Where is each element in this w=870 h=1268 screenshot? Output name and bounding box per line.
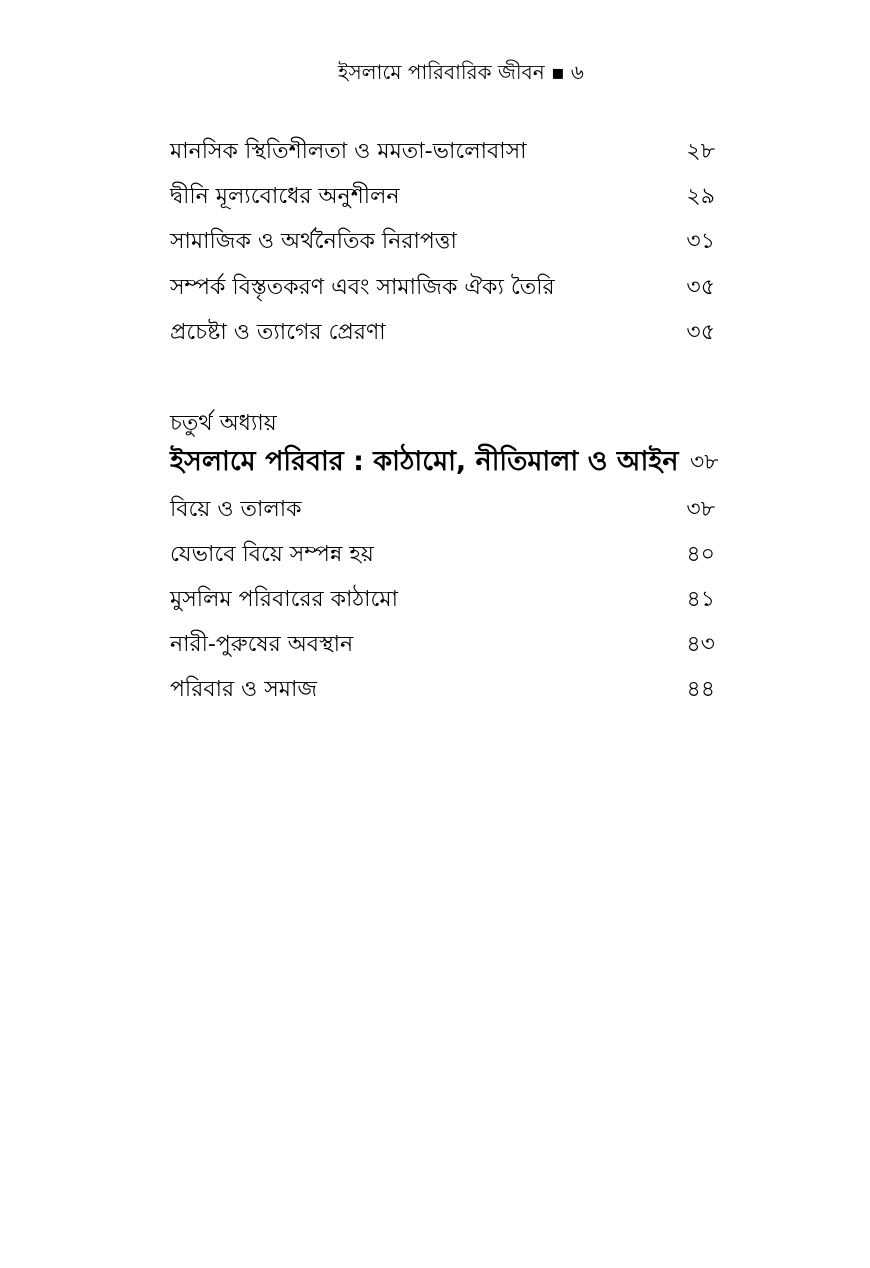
toc-entry-page: ৩৫ xyxy=(686,319,715,345)
toc-entry xyxy=(170,179,715,215)
toc-entry-title: মানসিক স্থিতিশীলতা ও মমতা-ভালোবাসা xyxy=(170,138,527,164)
toc-entry-title: যেভাবে বিয়ে সম্পন্ন হয় xyxy=(170,541,374,567)
toc-entry xyxy=(170,537,715,573)
toc-entry-page: ৩৮ xyxy=(686,496,715,522)
toc-entry-title: প্রচেষ্টা ও ত্যাগের প্রেরণা xyxy=(170,319,386,345)
toc-entry xyxy=(170,270,715,306)
toc-entry xyxy=(170,672,715,708)
toc-entry-page: ২৮ xyxy=(686,138,715,164)
toc-entry-page: ৩৫ xyxy=(686,274,715,300)
toc-entry-title: সামাজিক ও অর্থনৈতিক নিরাপত্তা xyxy=(170,228,457,254)
toc-entry-page: ৪৩ xyxy=(686,631,715,657)
toc-entry xyxy=(170,492,715,528)
toc-entry-page: ৪১ xyxy=(686,586,715,612)
toc-entry-page: ৩১ xyxy=(686,228,715,254)
toc-entry-title: নারী-পুরুষের অবস্থান xyxy=(170,631,354,657)
chapter-heading-page: ৩৮ xyxy=(689,449,719,475)
chapter-label: চতুর্থ অধ্যায় xyxy=(170,411,277,436)
toc-entry-page: ৪৪ xyxy=(686,676,715,702)
chapter-heading xyxy=(170,443,719,483)
toc-entry xyxy=(170,582,715,618)
toc-entry-title: দ্বীনি মূল্যবোধের অনুশীলন xyxy=(170,183,400,209)
toc-entry-title: মুসলিম পরিবারের কাঠামো xyxy=(170,586,398,612)
toc-entry-page: ৪০ xyxy=(686,541,715,567)
toc-entry-title: পরিবার ও সমাজ xyxy=(170,676,318,702)
toc-entry xyxy=(170,224,715,260)
toc-entry xyxy=(170,134,715,170)
toc-entry-title: বিয়ে ও তালাক xyxy=(170,496,302,522)
toc-entry xyxy=(170,315,715,351)
toc-entry-page: ২৯ xyxy=(686,183,715,209)
toc-entry-title: সম্পর্ক বিস্তৃতকরণ এবং সামাজিক ঐক্য তৈরি xyxy=(170,274,555,300)
chapter-heading-title: ইসলামে পরিবার : কাঠামো, নীতিমালা ও আইন xyxy=(170,445,679,477)
running-header: ইসলামে পারিবারিক জীবন ▪ ৬ xyxy=(338,60,584,84)
toc-entry xyxy=(170,627,715,663)
